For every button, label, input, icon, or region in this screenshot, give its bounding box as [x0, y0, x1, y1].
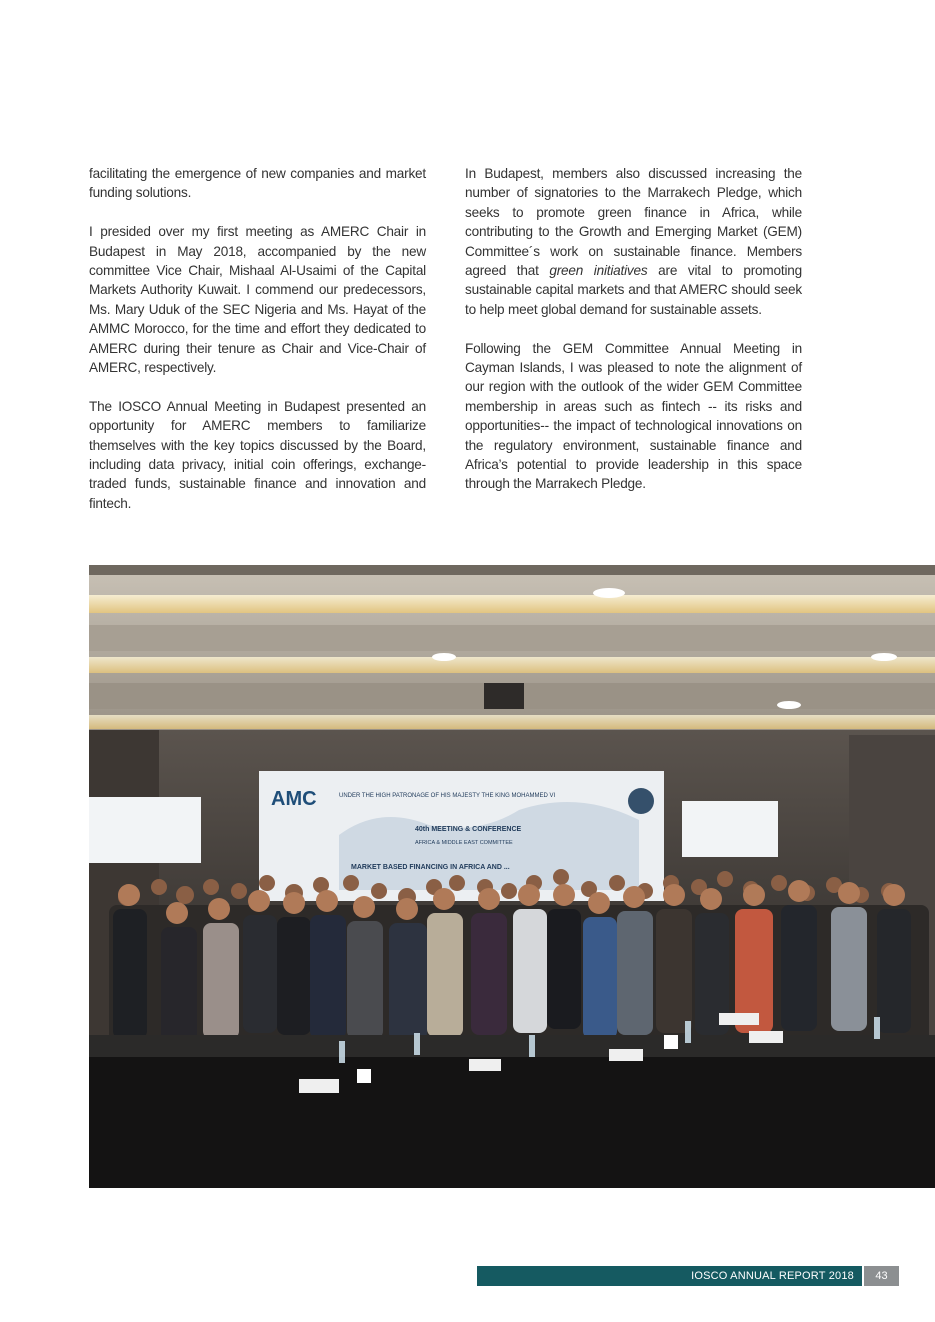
- paragraph: [465, 164, 802, 319]
- right-text-column: [465, 164, 802, 513]
- footer-report-title: IOSCO ANNUAL REPORT 2018: [477, 1266, 862, 1286]
- paragraph: I presided over my first meeting as AMERC Chair in Budapest in May 2018, accompanied by the new committee Vice Chair, Mishaal Al-Usaimi of the Capital Markets Authority Kuwait. I commend our predecessors, Ms. Mary Uduk of the SEC Nigeria and Ms. Hayat of the AMMC Morocco, for the time and effort they dedicated to AMERC during their tenure as Chair and Vice-Chair of AMERC, respectively.: [89, 224, 426, 376]
- banner-text: AFRICA & MIDDLE EAST COMMITTEE: [415, 840, 513, 846]
- emphasis-text: green initiatives: [549, 263, 648, 279]
- banner-text: UNDER THE HIGH PATRONAGE OF HIS MAJESTY THE KING MOHAMMED VI: [339, 793, 556, 799]
- paragraph: Following the GEM Committee Annual Meeting in Cayman Islands, I was pleased to note the alignment of our region with the outlook of the wider GEM Committee membership in areas such as fintech -- its risks and opportunities-- the impact of technological innovations on the regulatory environment, sustainable finance and Africa’s potential to provide leadership in this space through the Marrakech Pledge.: [465, 340, 802, 492]
- paragraph-text: are vital to promoting sustainable capital markets and that AMERC should seek to help meet global demand for sustainable assets.: [465, 263, 802, 317]
- banner-logo: AMC: [271, 788, 317, 810]
- group-photo: [89, 565, 935, 1188]
- paragraph: The IOSCO Annual Meeting in Budapest presented an opportunity for AMERC members to familiarize themselves with the key topics discussed by the Board, including data privacy, initial coin offerings, exchange-traded funds, sustainable finance and innovation and fintech.: [89, 398, 426, 511]
- left-text-column: [89, 164, 426, 533]
- paragraph-text: In Budapest, members also discussed increasing the number of signatories to the Marrakech Pledge, which seeks to promote green finance in Africa, while contributing to the Growth and Emerging Market (GEM) Committee´s work on sustainable finance. Members agreed that: [465, 166, 802, 279]
- page-number: 43: [864, 1266, 899, 1286]
- banner-text: 40th MEETING & CONFERENCE: [415, 826, 522, 833]
- paragraph: facilitating the emergence of new companies and market funding solutions.: [89, 166, 426, 201]
- banner-text: MARKET BASED FINANCING IN AFRICA AND ...: [351, 864, 510, 871]
